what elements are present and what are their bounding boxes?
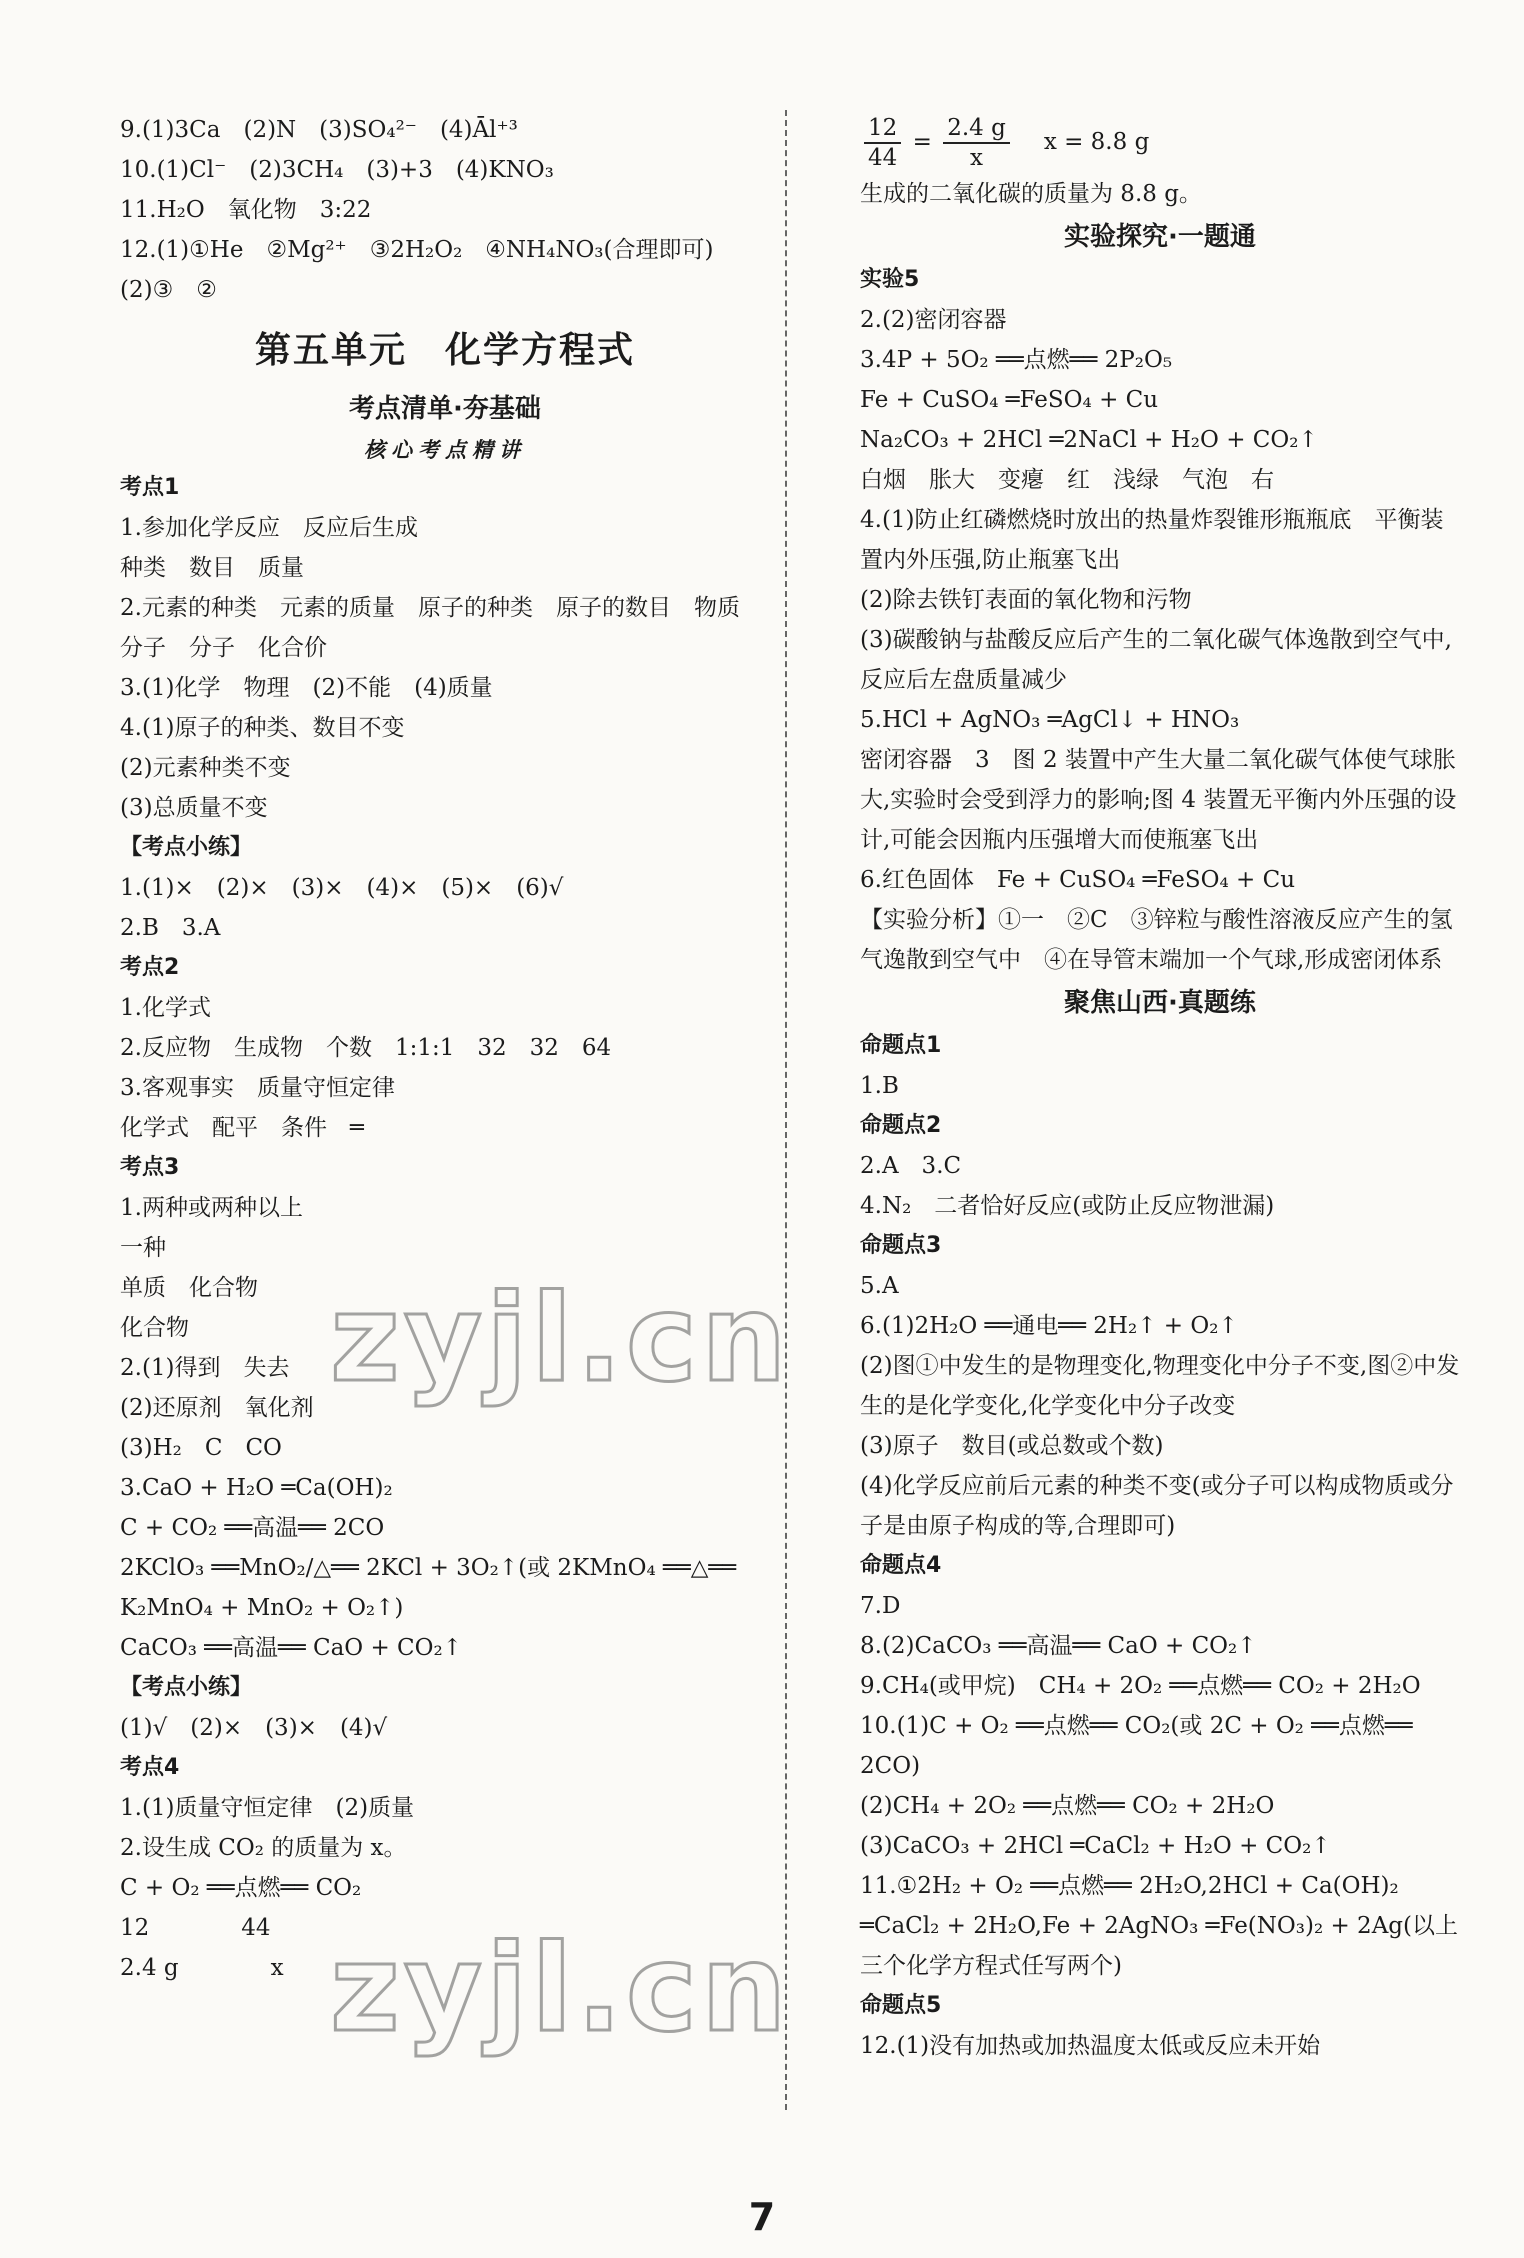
fraction — [943, 114, 1010, 172]
answer-line: 2.设生成 CO₂ 的质量为 x。 — [120, 1835, 407, 1861]
column-divider — [785, 110, 787, 2110]
answer-line: 4.(1)防止红磷燃烧时放出的热量炸裂锥形瓶瓶底 平衡装置内外压强,防止瓶塞飞出 — [860, 507, 1444, 573]
answer-line: (3)CaCO₃ + 2HCl ═CaCl₂ + H₂O + CO₂↑ — [860, 1833, 1331, 1859]
answer-line: 6.(1)2H₂O ══通电══ 2H₂↑ + O₂↑ — [860, 1313, 1238, 1339]
answer-line: 3.客观事实 质量守恒定律 — [120, 1075, 395, 1101]
answer-line: 3.4P + 5O₂ ══点燃══ 2P₂O₅ — [860, 347, 1173, 373]
point-label: 【考点小练】 — [120, 1675, 253, 1700]
answer-line: (1)√ (2)× (3)× (4)√ — [120, 1715, 388, 1741]
answer-line: 2.4 g x — [120, 1955, 284, 1981]
answer-line: 2.反应物 生成物 个数 1:1:1 32 32 64 — [120, 1035, 612, 1061]
answer-line: 4.N₂ 二者恰好反应(或防止反应物泄漏) — [860, 1193, 1275, 1219]
answer-line: C + CO₂ ══高温══ 2CO — [120, 1515, 385, 1541]
point-label: 考点1 — [120, 475, 180, 500]
equals-sign: = — [905, 129, 940, 155]
answer-line: CaCO₃ ══高温══ CaO + CO₂↑ — [120, 1635, 463, 1661]
answer-line: 1.化学式 — [120, 995, 211, 1021]
watermark: zyjl.cn — [330, 1920, 791, 2059]
answer-line: 12 44 — [120, 1915, 271, 1941]
page-number: 7 — [748, 2195, 776, 2239]
answer-line: (2)CH₄ + 2O₂ ══点燃══ CO₂ + 2H₂O — [860, 1793, 1275, 1819]
answer-line: 11.H₂O 氧化物 3:22 — [120, 197, 372, 223]
denominator: 44 — [868, 145, 898, 171]
answer-line: 12.(1)没有加热或加热温度太低或反应未开始 — [860, 2033, 1321, 2059]
answer-line: 【实验分析】①一 ②C ③锌粒与酸性溶液反应产生的氢气逸散到空气中 ④在导管末端加一个气球,形成密闭体系 — [860, 907, 1453, 973]
section-heading: 聚焦山西·真题练 — [1064, 988, 1256, 1018]
answer-line: 密闭容器 3 图 2 装置中产生大量二氧化碳气体使气球胀大,实验时会受到浮力的影响;图 4 装置无平衡内外压强的设计,可能会因瓶内压强增大而使瓶塞飞出 — [860, 747, 1457, 853]
denominator: x — [970, 145, 983, 171]
answer-line: 10.(1)C + O₂ ══点燃══ CO₂(或 2C + O₂ ══点燃══ 2CO) — [860, 1713, 1413, 1779]
fraction — [864, 114, 901, 172]
section-heading: 考点清单·夯基础 — [349, 394, 541, 424]
answer-line: 2.B 3.A — [120, 915, 221, 941]
answer-line: 2.元素的种类 元素的质量 原子的种类 原子的数目 物质 分子 分子 化合价 — [120, 595, 763, 661]
answer-line: 6.红色固体 Fe + CuSO₄ ═FeSO₄ + Cu — [860, 867, 1296, 893]
answer-line: 种类 数目 质量 — [120, 555, 304, 581]
answer-line: (3)碳酸钠与盐酸反应后产生的二氧化碳气体逸散到空气中,反应后左盘质量减少 — [860, 627, 1452, 693]
answer-line: 1.(1)× (2)× (3)× (4)× (5)× (6)√ — [120, 875, 564, 901]
answer-line: 一种 — [120, 1235, 166, 1261]
point-label: 命题点2 — [860, 1113, 942, 1138]
answer-line: 白烟 胀大 变瘪 红 浅绿 气泡 右 — [860, 467, 1274, 493]
point-label: 命题点5 — [860, 1993, 942, 2018]
answer-line: (4)化学反应前后元素的种类不变(或分子可以构成物质或分子是由原子构成的等,合理即可) — [860, 1473, 1454, 1539]
answer-line: 5.HCl + AgNO₃ ═AgCl↓ + HNO₃ — [860, 707, 1240, 733]
answer-line: (2)还原剂 氧化剂 — [120, 1395, 314, 1421]
answer-line: 2.(1)得到 失去 — [120, 1355, 290, 1381]
answer-line: 9.CH₄(或甲烷) CH₄ + 2O₂ ══点燃══ CO₂ + 2H₂O — [860, 1673, 1421, 1699]
unit-title: 第五单元 化学方程式 — [254, 330, 635, 371]
answer-line: 10.(1)Cl⁻ (2)3CH₄ (3)+3 (4)KNO₃ — [120, 157, 554, 183]
answer-line: (2)元素种类不变 — [120, 755, 291, 781]
answer-line: 4.(1)原子的种类、数目不变 — [120, 715, 405, 741]
answer-line: 生成的二氧化碳的质量为 8.8 g。 — [860, 181, 1202, 207]
point-label: 命题点1 — [860, 1033, 942, 1058]
answer-line: 化合物 — [120, 1315, 189, 1341]
answer-line: 1.两种或两种以上 — [120, 1195, 303, 1221]
answer-line: 1.参加化学反应 反应后生成 — [120, 515, 418, 541]
answer-line: (3)原子 数目(或总数或个数) — [860, 1433, 1164, 1459]
section-heading: 实验探究·一题通 — [1064, 222, 1256, 252]
answer-line: 单质 化合物 — [120, 1275, 258, 1301]
answer-line: 3.(1)化学 物理 (2)不能 (4)质量 — [120, 675, 493, 701]
left-column — [120, 110, 770, 1988]
fraction-equation — [860, 110, 1460, 174]
point-label: 命题点3 — [860, 1233, 942, 1258]
answer-line: 1.(1)质量守恒定律 (2)质量 — [120, 1795, 415, 1821]
answer-line: 1.B — [860, 1073, 899, 1099]
answer-line: 12.(1)①He ②Mg²⁺ ③2H₂O₂ ④NH₄NO₃(合理即可) — [120, 237, 714, 263]
numerator: 12 — [864, 114, 901, 144]
answer-line: (2)图①中发生的是物理变化,物理变化中分子不变,图②中发生的是化学变化,化学变化中分子改变 — [860, 1353, 1460, 1419]
point-label: 实验5 — [860, 267, 920, 292]
point-label: 命题点4 — [860, 1553, 942, 1578]
answer-line: (2)除去铁钉表面的氧化物和污物 — [860, 587, 1192, 613]
answer-line: 11.①2H₂ + O₂ ══点燃══ 2H₂O,2HCl + Ca(OH)₂ ═CaCl₂ + 2H₂O,Fe + 2AgNO₃ ═Fe(NO₃)₂ + 2Ag(以上三个化学方程式任写两个) — [860, 1873, 1458, 1979]
point-label: 【考点小练】 — [120, 835, 253, 860]
answer-line: 5.A — [860, 1273, 899, 1299]
answer-line: (3)H₂ C CO — [120, 1435, 282, 1461]
answer-line: 2KClO₃ ══MnO₂/△══ 2KCl + 3O₂↑(或 2KMnO₄ ══△══ K₂MnO₄ + MnO₂ + O₂↑) — [120, 1555, 737, 1621]
answer-line: C + O₂ ══点燃══ CO₂ — [120, 1875, 362, 1901]
answer-line: 7.D — [860, 1593, 901, 1619]
result-text: x = 8.8 g — [1043, 129, 1150, 155]
answer-line: 3.CaO + H₂O ═Ca(OH)₂ — [120, 1475, 393, 1501]
point-label: 考点2 — [120, 955, 180, 980]
answer-line: 8.(2)CaCO₃ ══高温══ CaO + CO₂↑ — [860, 1633, 1257, 1659]
answer-line: 2.(2)密闭容器 — [860, 307, 1007, 333]
answer-line: (2)③ ② — [120, 277, 217, 303]
answer-line: (3)总质量不变 — [120, 795, 268, 821]
point-label: 考点4 — [120, 1755, 180, 1780]
answer-line: 2.A 3.C — [860, 1153, 962, 1179]
subsection-heading: 核心考点精讲 — [364, 438, 526, 462]
answer-line: 9.(1)3Ca (2)N (3)SO₄²⁻ (4)Āl⁺³ — [120, 117, 518, 143]
watermark: zyjl.cn — [330, 1270, 791, 1409]
point-label: 考点3 — [120, 1155, 180, 1180]
right-column — [860, 110, 1460, 2066]
answer-line: Na₂CO₃ + 2HCl ═2NaCl + H₂O + CO₂↑ — [860, 427, 1318, 453]
numerator: 2.4 g — [943, 114, 1010, 144]
answer-line: Fe + CuSO₄ ═FeSO₄ + Cu — [860, 387, 1159, 413]
answer-line: 化学式 配平 条件 ═ — [120, 1115, 364, 1141]
